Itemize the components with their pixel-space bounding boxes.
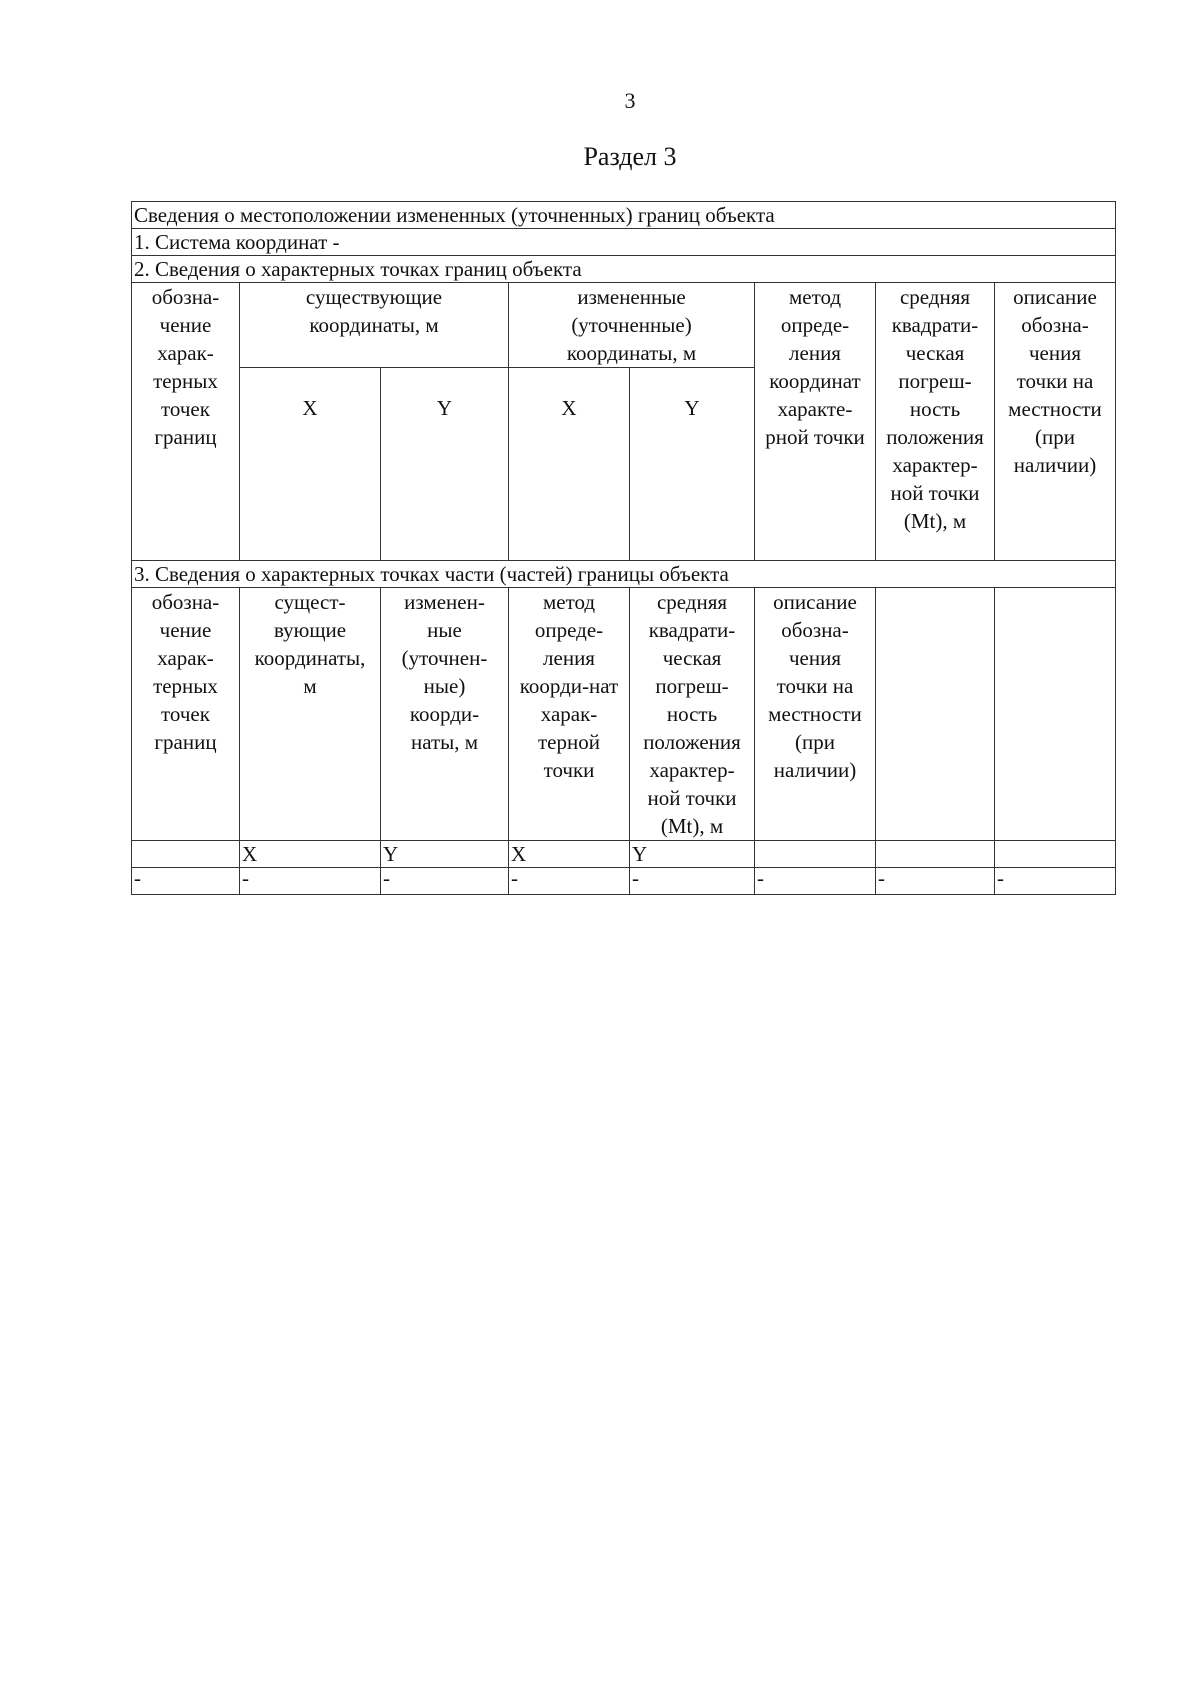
coordinate-system-row: 1. Система координат - xyxy=(132,229,1116,256)
dash-cell: - xyxy=(995,868,1116,895)
dash-cell: - xyxy=(240,868,381,895)
header-existing-y: Y xyxy=(381,368,509,561)
header-existing-coordinates: существующие координаты, м xyxy=(240,283,509,368)
s3-header-description: описание обозна- чения точки на местности (при наличии) xyxy=(755,588,876,841)
header-changed-coordinates: измененные (уточненные) координаты, м xyxy=(509,283,755,368)
s3-header-empty-1 xyxy=(876,588,995,841)
page-number: 3 xyxy=(624,88,636,113)
dash-cell: - xyxy=(381,868,509,895)
section2-heading-row: 2. Сведения о характерных точках границ объекта xyxy=(132,256,1116,283)
s3-header-designation: обозна- чение харак- терных точек границ xyxy=(132,588,240,841)
header-changed-y: Y xyxy=(630,368,755,561)
header-description: описание обозна- чения точки на местности (при наличии) xyxy=(995,283,1116,561)
section-title: Раздел 3 xyxy=(583,142,677,171)
dash-cell: - xyxy=(132,868,240,895)
dash-cell: - xyxy=(876,868,995,895)
section3-heading-row: 3. Сведения о характерных точках части (частей) границы объекта xyxy=(132,561,1116,588)
boundary-info-table xyxy=(131,201,1116,895)
header-mean-error: средняя квадрати- ческая погреш- ность положения характер- ной точки (Mt), м xyxy=(876,283,995,561)
xy-cell: X xyxy=(240,841,381,868)
s3-header-existing-coordinates: сущест- вующие координаты, м xyxy=(240,588,381,841)
xy-cell xyxy=(755,841,876,868)
s3-header-method: метод опреде- ления коорди-нат харак- терной точки xyxy=(509,588,630,841)
s3-header-changed-coordinates: изменен- ные (уточнен- ные) коорди- наты, м xyxy=(381,588,509,841)
xy-cell xyxy=(132,841,240,868)
header-changed-x: X xyxy=(509,368,630,561)
xy-cell: Y xyxy=(630,841,755,868)
header-method: метод опреде- ления координат характе- рной точки xyxy=(755,283,876,561)
header-designation: обозна- чение харак- терных точек границ xyxy=(132,283,240,561)
dash-cell: - xyxy=(630,868,755,895)
xy-cell: Y xyxy=(381,841,509,868)
s3-header-empty-2 xyxy=(995,588,1116,841)
table-title-row: Сведения о местоположении измененных (уточненных) границ объекта xyxy=(132,202,1116,229)
header-existing-x: X xyxy=(240,368,381,561)
dash-cell: - xyxy=(509,868,630,895)
dash-cell: - xyxy=(755,868,876,895)
xy-cell xyxy=(995,841,1116,868)
xy-cell xyxy=(876,841,995,868)
xy-cell: X xyxy=(509,841,630,868)
s3-header-mean-error: средняя квадрати- ческая погреш- ность положения характер- ной точки (Mt), м xyxy=(630,588,755,841)
